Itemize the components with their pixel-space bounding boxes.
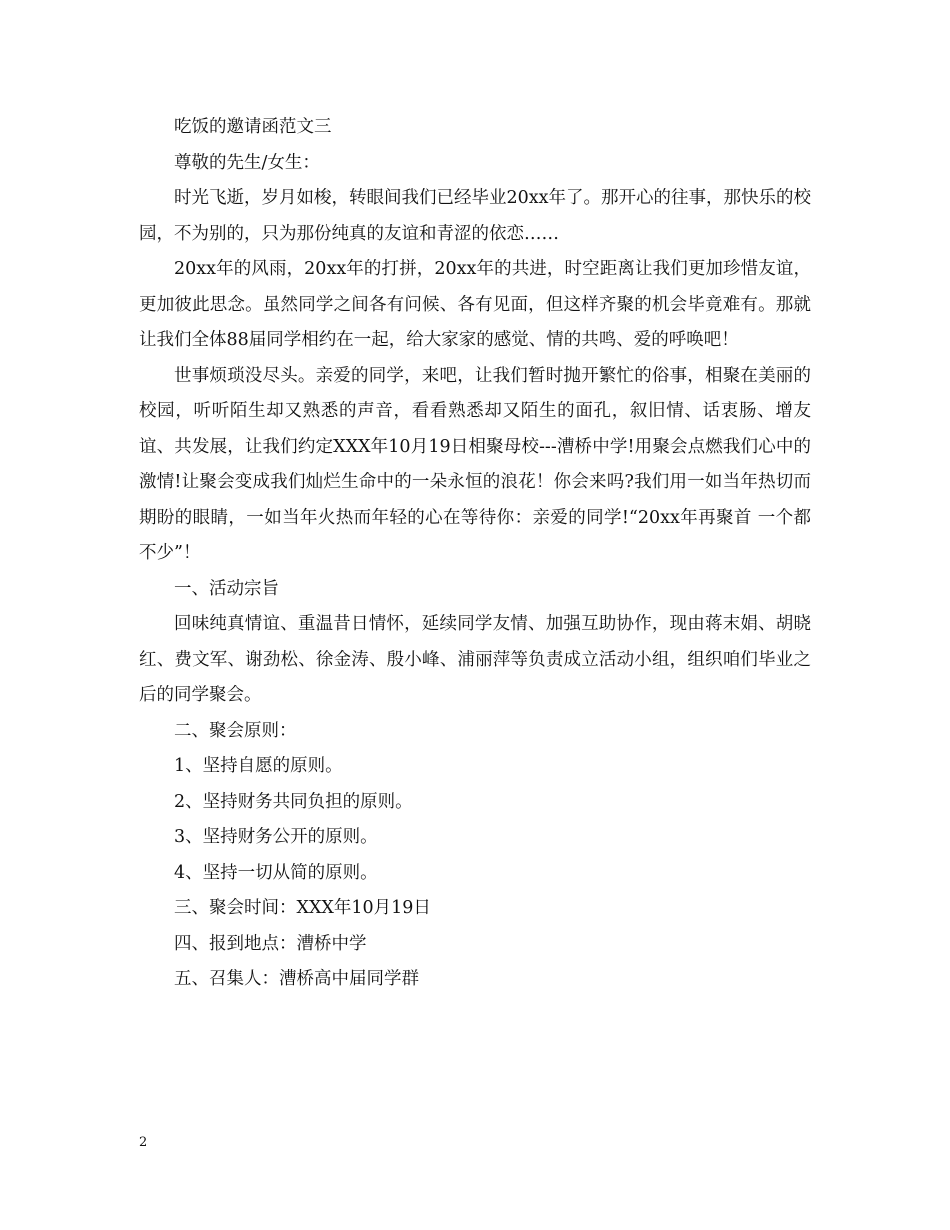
meeting-time: 三、聚会时间：XXX年10月19日 (174, 898, 431, 918)
paragraph-3: 世事烦琐没尽头。亲爱的同学，来吧，让我们暂时抛开繁忙的俗事，相聚在美丽的校园，听听陌生却又熟悉的声音，看看熟悉却又陌生的面孔，叙旧情、话衷肠、增友谊、共发展，让我们约定XXX年10月19日相聚母校---漕桥中学!用聚会点燃我们心中的激情!让聚会变成我们灿烂生命中的一朵永恒的浪花！你会来吗?我们用一如当年热切而期盼的眼睛，一如当年火热而年轻的心在等待你：亲爱的同学!“20xx年再聚首 一个都不少”！ (139, 365, 811, 563)
principle-3: 3、坚持财务公开的原则。 (174, 827, 378, 847)
document-title: 吃饭的邀请函范文三 (174, 117, 332, 137)
convener: 五、召集人：漕桥高中届同学群 (174, 969, 419, 989)
section-2-heading: 二、聚会原则： (174, 720, 297, 741)
meeting-place: 四、报到地点：漕桥中学 (174, 933, 367, 954)
salutation: 尊敬的先生/女生： (174, 152, 320, 173)
document-body (139, 110, 811, 998)
paragraph-2: 20xx年的风雨，20xx年的打拼，20xx年的共进，时空距离让我们更加珍惜友谊，更加彼此思念。虽然同学之间各有问候、各有见面，但这样齐聚的机会毕竟难有。那就让我们全体88届同学相约在一起，给大家家的感觉、情的共鸣、爱的呼唤吧！ (139, 259, 811, 350)
principle-2: 2、坚持财务共同负担的原则。 (174, 791, 413, 812)
paragraph-1: 时光飞逝，岁月如梭，转眼间我们已经毕业20xx年了。那开心的往事，那快乐的校园，不为别的，只为那份纯真的友谊和青涩的依恋…… (139, 188, 812, 244)
page-number: 2 (139, 1135, 148, 1150)
section-1-heading: 一、活动宗旨 (174, 578, 279, 599)
principle-1: 1、坚持自愿的原则。 (174, 756, 343, 776)
principle-4: 4、坚持一切从简的原则。 (174, 862, 378, 883)
section-1-body: 回味纯真情谊、重温昔日情怀，延续同学友情、加强互助协作，现由蒋末娟、胡晓红、费文军、谢劲松、徐金涛、殷小峰、浦丽萍等负责成立活动小组，组织咱们毕业之后的同学聚会。 (139, 614, 811, 705)
